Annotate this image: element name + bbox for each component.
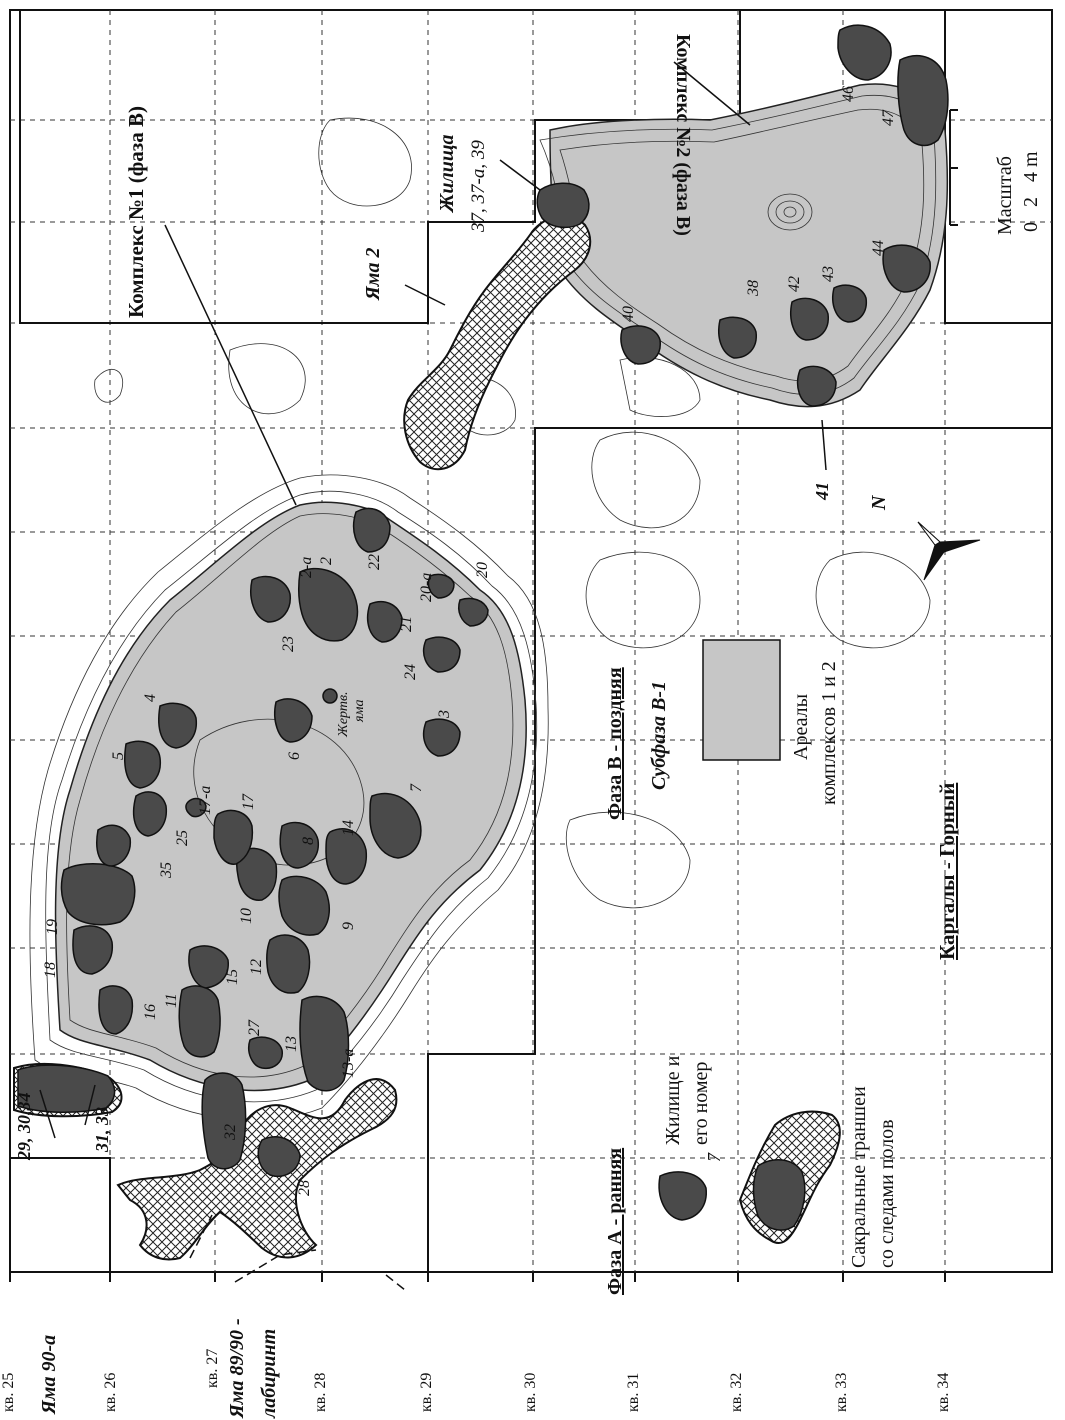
legend-trench-line2: со следами полов [876,1119,898,1268]
dwelling-number: 38 [745,280,762,296]
dwelling-number: 15 [224,969,241,985]
map-title: Каргалы - Горный [935,782,959,960]
dwelling [354,508,390,552]
dwelling-number: 25 [174,830,191,846]
label-yama-89-90: Яма 89/90 - [226,1318,248,1418]
label-dwellings-numbers: 37, 37-а, 39 [468,140,489,232]
grid-label-26: кв. 26 [102,1372,119,1412]
label-yama-90a: Яма 90-а [38,1334,60,1414]
label-complex-1: Комплекс №1 (фаза В) [124,106,148,318]
dwelling-number: 43 [820,266,837,282]
legend-dwelling-line2: его номер [690,1061,712,1145]
sacrificial-pit [323,689,337,703]
dwelling-number: 8 [300,837,317,845]
legend-dwelling-number: 7 [704,1153,724,1162]
scale-ticks: 0 2 4 m [1020,151,1042,232]
dwelling-number: 6 [286,752,303,760]
dwelling [249,1037,283,1068]
scale-label: Масштаб [994,156,1016,235]
dwelling-number: 47 [880,110,897,126]
legend-areal-swatch [703,640,780,760]
label-yama-2: Яма 2 [362,247,384,300]
dwelling-number: 3 [436,710,453,718]
dwelling-number: 17-а [197,785,214,815]
dwelling-number: 17 [240,794,257,810]
dwelling [537,183,589,227]
legend-phase-b: Фаза В - поздняя [604,667,626,820]
dwelling-number: 31, 33 [92,1107,112,1152]
dwelling-number: 22 [366,554,383,570]
legend-dwelling-line1: Жилище и [662,1055,684,1145]
dwelling-number: 28 [296,1180,313,1196]
dwelling-number: 20 [474,562,491,578]
sacrificial-pit-label: яма [352,699,367,722]
dwelling [719,317,756,358]
dwelling-number: 4 [142,694,159,702]
dwelling-number: 42 [786,276,803,292]
dwelling-number: 21 [398,616,415,632]
grid-label-25: кв. 25 [0,1372,17,1412]
dwelling [898,56,948,146]
dwelling [424,637,460,672]
grid-label-34: кв. 34 [935,1372,952,1412]
dwelling [326,829,366,884]
dwelling [791,298,828,340]
legend-areal-line2: комплексов 1 и 2 [818,661,840,805]
grid-label-32: кв. 32 [728,1372,745,1412]
dwelling-number: 40 [620,306,637,322]
sacrificial-pit-label: Жертв. [336,691,351,737]
dwelling-number: 19 [44,919,61,935]
dwelling-number: 2-а [298,556,315,578]
dwelling-number: 32 [222,1124,239,1140]
trench-labyrinth [118,1079,396,1259]
grid-label-33: кв. 33 [833,1372,850,1412]
dwelling-number: 46 [840,86,857,102]
dwelling-number: 11 [163,993,180,1008]
dwelling [798,366,836,406]
dwelling [267,935,310,993]
dwelling-number: 10 [238,908,255,924]
scale-bar [950,110,958,225]
dwelling [833,285,867,322]
dwelling [202,1073,245,1169]
dwelling-number: 9 [340,922,357,930]
dwelling [368,602,402,642]
grid-label-27: кв. 27 [204,1348,221,1388]
dwelling-number: 13 [283,1036,300,1052]
legend-trench-line1: Сакральные траншеи [848,1086,870,1268]
dwelling-number: 41 [812,482,832,500]
dwelling-number: 14 [340,820,357,836]
legend-areal-line1: Ареалы [790,693,812,760]
north-arrow [918,522,980,580]
dwelling-number: 16 [142,1004,159,1020]
legend-phase-a: Фаза А - ранняя [604,1147,626,1295]
dwelling-number: 23 [280,636,297,652]
complex-areas [56,84,948,1090]
north-label: N [868,495,890,510]
grid-label-30: кв. 30 [522,1372,539,1412]
dwelling-number: 24 [402,664,419,680]
dwelling [838,25,891,80]
dwelling-number: 18 [42,962,59,978]
dwelling-number: 20-а [418,572,435,602]
axis-ticks [10,1272,945,1282]
label-dwellings: Жилища [436,134,458,212]
dwelling-number: 5 [110,752,127,760]
dwelling-number: 44 [870,240,887,256]
dwelling-number: 35 [158,862,175,878]
legend-trench-dwelling-sample [754,1160,805,1230]
dwelling-number: 7 [408,784,425,792]
dwelling-number: 29, 30,34 [14,1092,34,1160]
grid-label-29: кв. 29 [418,1372,435,1412]
legend-subphase: Субфаза В-1 [648,680,670,790]
dwelling-number: 13-а [340,1048,357,1078]
dwelling [280,822,318,868]
legend-dwelling-sample [659,1172,706,1220]
dwelling-number: 2 [318,557,335,565]
label-labyrinth: лабиринт [258,1328,280,1418]
grid-label-31: кв. 31 [625,1372,642,1412]
dwelling [179,986,220,1057]
grid-label-28: кв. 28 [312,1372,329,1412]
dwelling-number: 12 [248,959,265,975]
dwelling [61,864,134,925]
trench-yama-2 [404,216,590,469]
dwelling-number: 27 [246,1020,263,1036]
label-complex-2: Комплекс №2 (фаза В) [672,34,694,236]
